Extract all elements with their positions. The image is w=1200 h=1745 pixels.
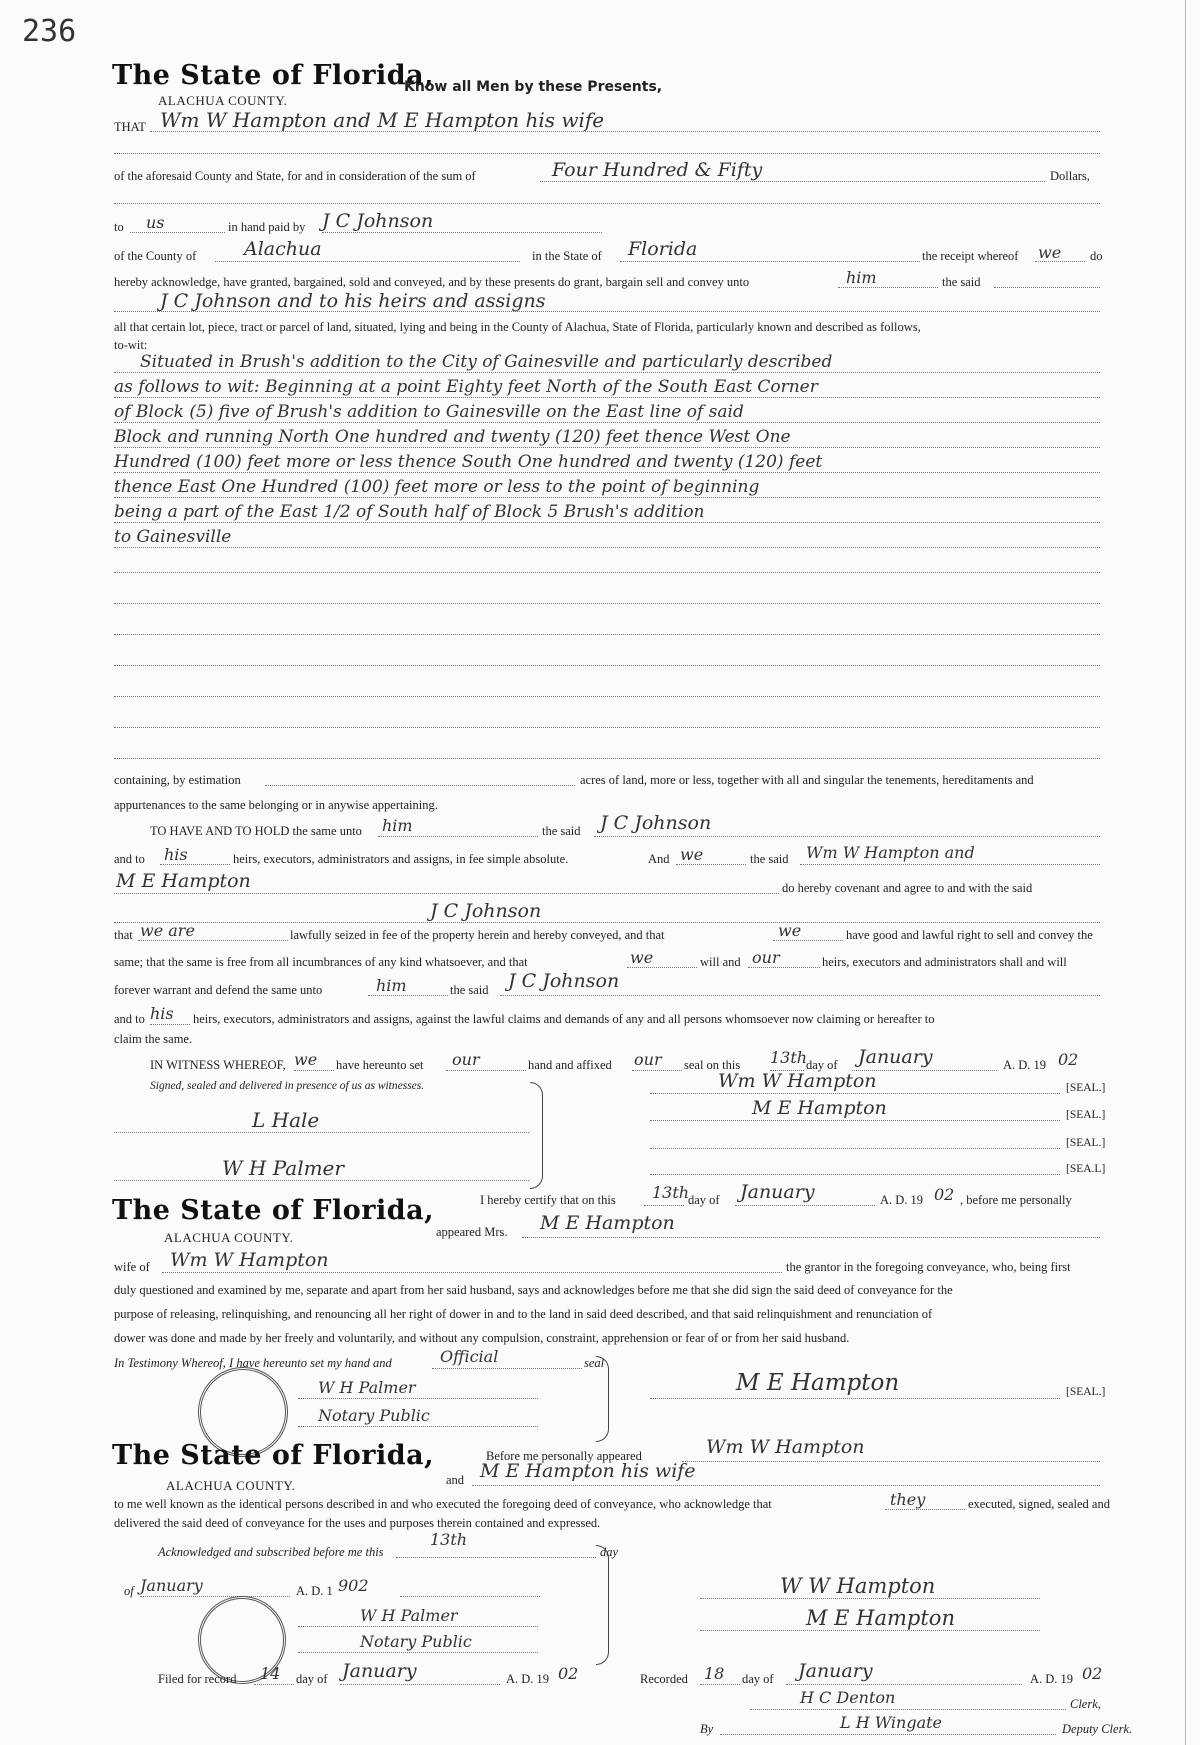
certify-text: I hereby certify that on this <box>480 1193 616 1207</box>
dotted-line <box>676 864 746 865</box>
dotted-line <box>500 995 1100 996</box>
state-of-label: in the State of <box>532 249 602 263</box>
the-said-label: the said <box>942 275 981 289</box>
recorded-ad-label: A. D. 19 <box>1030 1672 1074 1686</box>
dotted-line <box>130 232 225 233</box>
to-wit-label: to-wit: <box>114 338 148 352</box>
dotted-line <box>114 372 1100 373</box>
have-good-text: have good and lawful right to sell and convey the <box>846 928 1093 942</box>
dotted-line <box>700 1630 1040 1631</box>
dotted-line <box>150 1024 190 1025</box>
certify-day-of: day of <box>688 1193 720 1207</box>
lawfully-handwritten: we <box>778 921 802 940</box>
witness-handwritten-c: our <box>634 1050 662 1069</box>
and-label-3: and <box>446 1473 465 1487</box>
witness-day-handwritten: 13th <box>770 1048 808 1067</box>
and-to-label: and to <box>114 852 145 866</box>
dotted-line <box>215 261 520 262</box>
in-hand-paid-label: in hand paid by <box>228 220 306 234</box>
witness2-signature: W H Palmer <box>222 1156 344 1180</box>
dotted-line <box>114 397 1100 398</box>
county-of-label: of the County of <box>114 249 197 263</box>
dotted-line <box>540 181 1045 182</box>
forever-said-handwritten: J C Johnson <box>508 970 620 992</box>
county-handwritten: Alachua <box>244 238 322 260</box>
ack-text: Acknowledged and subscribed before me this <box>158 1545 384 1559</box>
dotted-line <box>627 967 697 968</box>
description-line-7: being a part of the East 1/2 of South half of Block 5 Brush's addition <box>114 502 705 522</box>
sum-handwritten: Four Hundred & Fifty <box>552 159 763 181</box>
covenantors-handwritten-2: M E Hampton <box>116 870 251 892</box>
witness-handwritten-b: our <box>452 1050 480 1069</box>
state-heading-3: The State of Florida, <box>112 1440 435 1471</box>
and-handwritten: we <box>680 845 704 864</box>
before-appeared-handwritten: Wm W Hampton <box>706 1436 865 1458</box>
dotted-line <box>114 727 1100 728</box>
dotted-line <box>114 603 1100 604</box>
grantors-handwritten: Wm W Hampton and M E Hampton his wife <box>160 108 605 132</box>
know-all-men-heading: Know all Men by these Presents, <box>404 79 663 95</box>
before-appeared-text: Before me personally appeared <box>486 1449 642 1463</box>
ack-brace <box>596 1545 609 1665</box>
dotted-line <box>446 1070 526 1071</box>
dotted-line <box>650 1398 1060 1399</box>
seal-label-5: [SEAL.] <box>1066 1386 1106 1398</box>
dotted-line <box>114 497 1100 498</box>
that-handwritten: we are <box>140 921 195 940</box>
known-handwritten: they <box>890 1490 926 1509</box>
ack-day-label: day <box>600 1545 619 1559</box>
to-label: to <box>114 220 124 234</box>
containing-text: containing, by estimation <box>114 773 241 787</box>
seal-label-4: [SEA.L] <box>1066 1163 1106 1175</box>
description-line-5: Hundred (100) feet more or less thence South One hundred and twenty (120) feet <box>114 452 823 472</box>
by-label: By <box>700 1722 714 1736</box>
witness-text-d: seal on this <box>684 1058 741 1072</box>
aforesaid-text: of the aforesaid County and State, for and in consideration of the sum of <box>114 169 476 183</box>
the-said-label-2: the said <box>750 852 789 866</box>
dotted-line <box>114 922 1100 923</box>
recorded-year-handwritten: 02 <box>1082 1664 1103 1683</box>
seal-label-1: [SEAL.] <box>1066 1082 1106 1094</box>
known-text-a: to me well known as the identical persons described in and who executed the foregoing deed of conveyance, who acknowledge that <box>114 1497 772 1511</box>
notary-title-handwritten: Notary Public <box>318 1406 430 1425</box>
habendum-text: TO HAVE AND TO HOLD the same unto <box>150 824 362 838</box>
page-edge-line <box>1185 0 1186 1745</box>
claims-text: heirs, executors, administrators and assigns, against the lawful claims and demands of any and all persons whomsoever now claiming or hereafter to <box>193 1012 935 1026</box>
paid-by-handwritten: J C Johnson <box>322 210 434 232</box>
ack-month-handwritten: January <box>140 1576 203 1595</box>
certify-year-handwritten: 02 <box>934 1185 955 1204</box>
dotted-line <box>114 472 1100 473</box>
page-number: 236 <box>22 14 77 49</box>
ack-signature-2: M E Hampton <box>806 1606 955 1630</box>
dotted-line <box>800 864 1100 865</box>
covenantors-handwritten-1: Wm W Hampton and <box>806 843 975 862</box>
notary-name-handwritten-3: W H Palmer <box>360 1606 458 1625</box>
clerk-label: Clerk, <box>1070 1697 1101 1711</box>
recorded-day-handwritten: 18 <box>704 1664 725 1683</box>
dotted-line <box>265 785 575 786</box>
will-and-handwritten: our <box>752 948 780 967</box>
and-label: And <box>648 852 670 866</box>
dotted-line <box>368 995 448 996</box>
deputy-label: Deputy Clerk. <box>1062 1722 1133 1736</box>
and-to-handwritten-2: his <box>150 1004 174 1023</box>
and-handwritten-3: M E Hampton his wife <box>480 1460 696 1482</box>
will-and-label: will and <box>700 955 741 969</box>
dotted-line <box>644 1205 684 1206</box>
dotted-line <box>114 758 1100 759</box>
ack-year-handwritten: 902 <box>338 1576 369 1595</box>
receipt-label: the receipt whereof <box>922 249 1019 263</box>
dotted-line <box>472 1485 1100 1486</box>
county-heading-3: ALACHUA COUNTY. <box>166 1478 296 1493</box>
dotted-line <box>650 1174 1060 1175</box>
dotted-line <box>114 1132 529 1133</box>
witness1-signature: L Hale <box>252 1108 320 1132</box>
county-heading: ALACHUA COUNTY. <box>158 93 288 108</box>
deputy-signature: L H Wingate <box>840 1713 943 1732</box>
appurtenances-text: appurtenances to the same belonging or in anywise appertaining. <box>114 798 438 812</box>
testimony-handwritten: Official <box>440 1347 499 1366</box>
dotted-line <box>700 1684 740 1685</box>
dotted-line <box>682 1461 1100 1462</box>
state-heading: The State of Florida, <box>112 60 435 91</box>
dotted-line <box>114 572 1100 573</box>
notary-title-handwritten-3: Notary Public <box>360 1632 472 1651</box>
body-line-1: duly questioned and examined by me, separate and apart from her said husband, says and acknowledges before me that she did sign the said deed of conveyance for the <box>114 1283 953 1297</box>
dotted-line <box>298 1426 538 1427</box>
witness-ad-label: A. D. 19 <box>1003 1058 1047 1072</box>
dotted-line <box>720 1734 1056 1735</box>
witness-text-b: have hereunto set <box>336 1058 424 1072</box>
delivered-text: delivered the said deed of conveyance for the uses and purposes therein contained and expressed. <box>114 1516 601 1530</box>
dotted-line <box>838 287 938 288</box>
dower-signature: M E Hampton <box>736 1370 900 1396</box>
dotted-line <box>114 422 1100 423</box>
dotted-line <box>114 153 1100 154</box>
lawfully-text: lawfully seized in fee of the property herein and hereby conveyed, and that <box>290 928 665 942</box>
dotted-line <box>773 940 843 941</box>
dotted-line <box>994 287 1100 288</box>
dotted-line <box>254 1684 294 1685</box>
dotted-line <box>160 864 230 865</box>
dotted-line <box>432 1368 582 1369</box>
claim-same-text: claim the same. <box>114 1032 193 1046</box>
ack-day-handwritten: 13th <box>430 1530 468 1549</box>
dotted-line <box>298 1398 538 1399</box>
before-me-text: , before me personally <box>960 1193 1072 1207</box>
certify-day-handwritten: 13th <box>652 1183 690 1202</box>
witness-month-handwritten: January <box>858 1046 933 1068</box>
witness-year-handwritten: 02 <box>1058 1050 1079 1069</box>
description-line-8: to Gainesville <box>114 527 232 547</box>
state-handwritten: Florida <box>628 238 698 260</box>
dotted-line <box>340 1684 500 1685</box>
dotted-line <box>650 1148 1060 1149</box>
filed-text: Filed for record <box>158 1672 237 1686</box>
forever-text: forever warrant and defend the same unto <box>114 983 323 997</box>
ack-signature-1: W W Hampton <box>780 1574 936 1598</box>
description-line-3: of Block (5) five of Brush's addition to Gainesville on the East line of said <box>114 402 744 422</box>
habendum-handwritten: him <box>382 816 413 835</box>
state-heading-2: The State of Florida, <box>112 1195 435 1226</box>
filed-day-handwritten: 14 <box>260 1664 281 1683</box>
dotted-line <box>114 547 1100 548</box>
recorded-day-of: day of <box>742 1672 774 1686</box>
appeared-handwritten: M E Hampton <box>540 1212 675 1234</box>
known-text-b: executed, signed, sealed and <box>968 1497 1110 1511</box>
and-to-handwritten: his <box>164 845 188 864</box>
heirs-exec-text: heirs, executors and administrators shall and will <box>822 955 1067 969</box>
filed-year-handwritten: 02 <box>558 1664 579 1683</box>
dotted-line <box>786 1684 1022 1685</box>
dotted-line <box>114 665 1100 666</box>
description-line-1: Situated in Brush's addition to the City of Gainesville and particularly described <box>140 352 833 372</box>
filed-month-handwritten: January <box>342 1660 417 1682</box>
do-label: do <box>1090 249 1103 263</box>
dotted-line <box>650 1093 1060 1094</box>
testimony-text: In Testimony Whereof, I have hereunto set my hand and <box>114 1356 392 1370</box>
dotted-line <box>114 447 1100 448</box>
dotted-line <box>298 1626 538 1627</box>
dotted-line <box>700 1598 1040 1599</box>
dotted-line <box>396 1557 596 1558</box>
same-text: same; that the same is free from all incumbrances of any kind whatsoever, and that <box>114 955 528 969</box>
wife-of-label: wife of <box>114 1260 150 1274</box>
seal-label-2: [SEAL.] <box>1066 1109 1106 1121</box>
habendum-said-label: the said <box>542 824 581 838</box>
signer2-signature: M E Hampton <box>752 1097 887 1119</box>
all-that-text: all that certain lot, piece, tract or parcel of land, situated, lying and being in the County of Alachua, State of Florida, particularly known and described as follows, <box>114 320 921 334</box>
same-handwritten: we <box>630 948 654 967</box>
containing-text-right: acres of land, more or less, together with all and singular the tenements, hereditaments and <box>580 773 1034 787</box>
description-line-6: thence East One Hundred (100) feet more or less to the point of beginning <box>114 477 760 497</box>
dotted-line <box>114 696 1100 697</box>
description-line-4: Block and running North One hundred and twenty (120) feet thence West One <box>114 427 791 447</box>
grantee-handwritten: J C Johnson and to his heirs and assigns <box>160 290 546 312</box>
dotted-line <box>378 836 538 837</box>
signer1-signature: Wm W Hampton <box>718 1070 877 1092</box>
dotted-line <box>114 203 1100 204</box>
that-label: THAT <box>114 120 146 134</box>
body-line-3: dower was done and made by her freely and voluntarily, and without any compulsion, constraint, apprehension or fear of or from her said husband. <box>114 1331 850 1345</box>
grantor-text: the grantor in the foregoing conveyance, who, being first <box>786 1260 1071 1274</box>
county-heading-2: ALACHUA COUNTY. <box>164 1230 294 1245</box>
dotted-line <box>294 1070 334 1071</box>
dotted-line <box>114 522 1100 523</box>
certify-ad-label: A. D. 19 <box>880 1193 924 1207</box>
certify-month-handwritten: January <box>740 1181 815 1203</box>
dotted-line <box>594 836 1100 837</box>
dotted-line <box>138 940 288 941</box>
forever-handwritten: him <box>376 976 407 995</box>
that-text: that <box>114 928 133 942</box>
covenant-handwritten: J C Johnson <box>430 900 542 922</box>
notary-name-handwritten: W H Palmer <box>318 1378 416 1397</box>
filed-day-of: day of <box>296 1672 328 1686</box>
dotted-line <box>748 967 820 968</box>
of-label: of <box>124 1584 134 1598</box>
heirs-text: heirs, executors, administrators and assigns, in fee simple absolute. <box>233 852 569 866</box>
dotted-line <box>140 1596 290 1597</box>
seal-label-3: [SEAL.] <box>1066 1137 1106 1149</box>
unto-handwritten: him <box>846 268 877 287</box>
appeared-mrs-label: appeared Mrs. <box>436 1225 508 1239</box>
wife-of-handwritten: Wm W Hampton <box>170 1249 329 1271</box>
dotted-line <box>322 232 602 233</box>
and-to-label-2: and to <box>114 1012 145 1026</box>
dotted-line <box>162 1272 782 1273</box>
dotted-line <box>114 634 1100 635</box>
recorded-month-handwritten: January <box>798 1660 873 1682</box>
recorded-text: Recorded <box>640 1672 688 1686</box>
dotted-line <box>650 1120 1060 1121</box>
description-line-2: as follows to wit: Beginning at a point Eighty feet North of the South East Corner <box>114 377 818 397</box>
dotted-line <box>522 1237 1100 1238</box>
witness-brace <box>530 1082 543 1189</box>
forever-said-label: the said <box>450 983 489 997</box>
dotted-line <box>620 261 920 262</box>
filed-ad-label: A. D. 19 <box>506 1672 550 1686</box>
dotted-line <box>400 1596 540 1597</box>
seal-word: seal <box>584 1356 605 1370</box>
body-line-2: purpose of releasing, relinquishing, and renouncing all her right of dower in and to the land in said deed described, and that said relinquishment and renunciation of <box>114 1307 933 1321</box>
ack-ad-label: A. D. 1 <box>296 1584 333 1598</box>
notary-brace <box>596 1356 609 1442</box>
dotted-line <box>750 1709 1066 1710</box>
dotted-line <box>114 893 779 894</box>
witness-handwritten-a: we <box>294 1050 318 1069</box>
witness-text-e: day of <box>806 1058 838 1072</box>
signed-sealed-text: Signed, sealed and delivered in presence of us as witnesses. <box>150 1080 425 1092</box>
dotted-line <box>885 1509 965 1510</box>
to-handwritten: us <box>146 213 165 232</box>
habendum-said-handwritten: J C Johnson <box>600 812 712 834</box>
witness-text-a: IN WITNESS WHEREOF, <box>150 1058 286 1072</box>
dotted-line <box>114 1180 529 1181</box>
dollars-label: Dollars, <box>1050 169 1090 183</box>
dotted-line <box>298 1652 538 1653</box>
clerk-signature: H C Denton <box>800 1688 896 1707</box>
receipt-handwritten: we <box>1038 243 1062 262</box>
witness-text-c: hand and affixed <box>528 1058 612 1072</box>
covenant-text: do hereby covenant and agree to and with the said <box>782 881 1033 895</box>
dotted-line <box>735 1205 875 1206</box>
hereby-text: hereby acknowledge, have granted, bargained, sold and conveyed, and by these presents do grant, bargain sell and convey unto <box>114 275 750 289</box>
dotted-line <box>632 1070 682 1071</box>
